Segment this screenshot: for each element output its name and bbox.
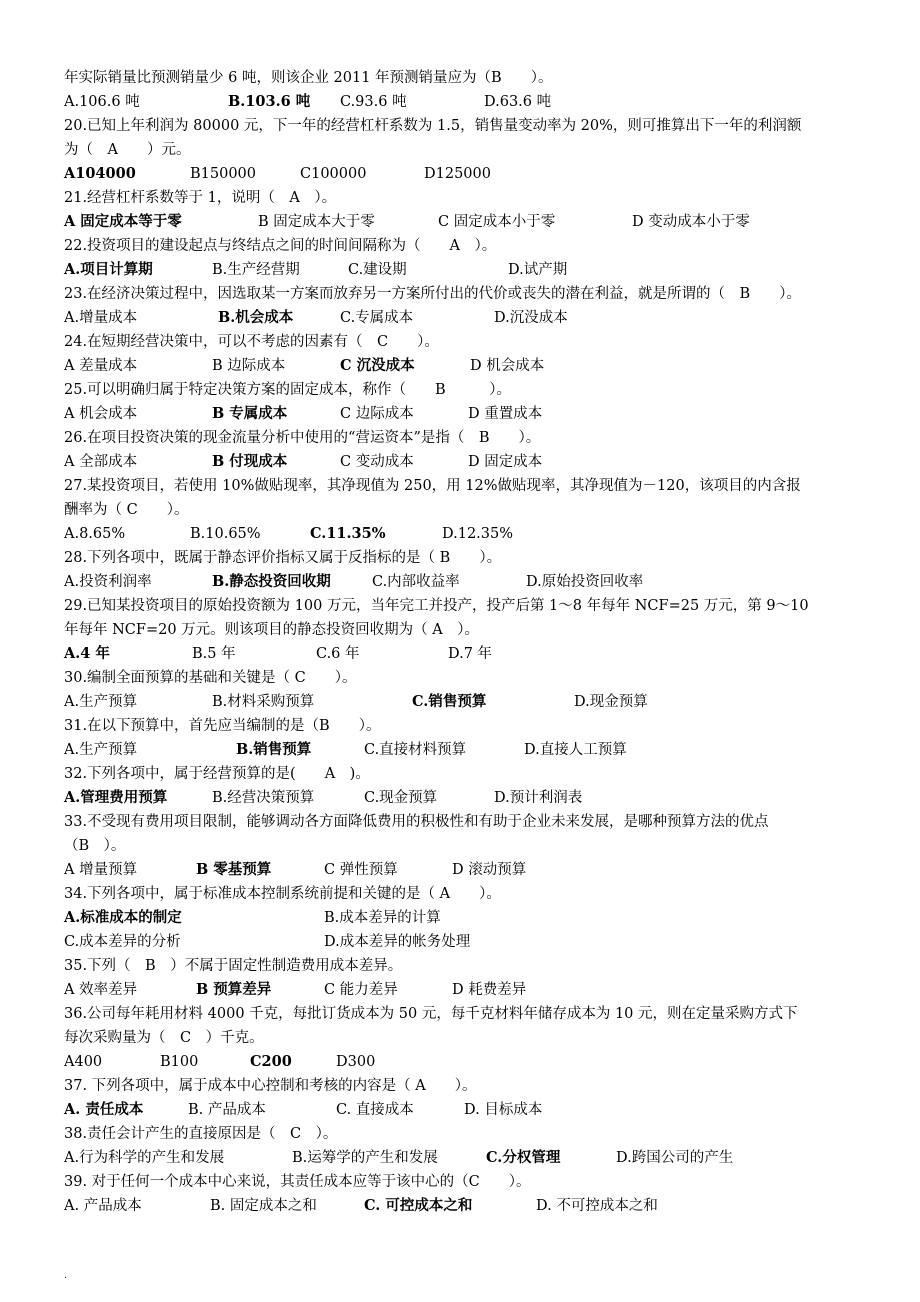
option: B150000 xyxy=(190,166,257,182)
option: B.成本差异的计算 xyxy=(324,910,441,926)
question-line: 年实际销量比预测销量少 6 吨，则该企业 2011 年预测销量应为（B ）。 xyxy=(64,70,553,86)
question-text xyxy=(0,66,920,90)
footer-mark: . xyxy=(64,1270,68,1281)
option-row xyxy=(0,162,920,186)
question-line: 27.某投资项目，若使用 10%做贴现率，其净现值为 250，用 12%做贴现率，其净现值为－120，该项目的内含报 xyxy=(64,478,801,494)
option: C.专属成本 xyxy=(340,310,414,326)
question-text xyxy=(0,546,920,570)
option: D 滚动预算 xyxy=(452,862,527,878)
option-row xyxy=(0,210,920,234)
option: C.6 年 xyxy=(316,646,360,662)
question-line: 34.下列各项中，属于标准成本控制系统前提和关键的是（ A ）。 xyxy=(64,886,501,902)
option-row xyxy=(0,354,920,378)
option-row xyxy=(0,858,920,882)
question-line: 26.在项目投资决策的现金流量分析中使用的“营运资本”是指（ B ）。 xyxy=(64,430,541,446)
question-line: 每次采购量为（ C ）千克。 xyxy=(64,1030,264,1046)
question-text xyxy=(0,234,920,258)
option: D.原始投资回收率 xyxy=(526,574,644,590)
option-correct: C200 xyxy=(250,1053,292,1070)
option: D. 不可控成本之和 xyxy=(536,1198,658,1214)
option-row xyxy=(0,1050,920,1074)
option: D.沉没成本 xyxy=(494,310,568,326)
option-row xyxy=(0,90,920,114)
question-line: 酬率为（ C ）。 xyxy=(64,502,189,518)
option-correct: B 零基预算 xyxy=(196,861,272,878)
option: D.直接人工预算 xyxy=(524,742,627,758)
option: C. 直接成本 xyxy=(336,1102,414,1118)
option-correct: B 预算差异 xyxy=(196,981,272,998)
option: B100 xyxy=(160,1054,199,1070)
option: D125000 xyxy=(424,166,491,182)
question-line: 35.下列（ B ）不属于固定性制造费用成本差异。 xyxy=(64,958,403,974)
question-text xyxy=(0,498,920,522)
question-text xyxy=(0,1074,920,1098)
question-text xyxy=(0,882,920,906)
option: A.生产预算 xyxy=(64,694,138,710)
option: D.现金预算 xyxy=(574,694,648,710)
option-row xyxy=(0,738,920,762)
option: D.63.6 吨 xyxy=(484,94,552,110)
question-text xyxy=(0,714,920,738)
option-correct: A.管理费用预算 xyxy=(64,789,168,806)
question-line: 39. 对于任何一个成本中心来说，其责任成本应等于该中心的（C ）。 xyxy=(64,1174,531,1190)
option-correct: C.分权管理 xyxy=(486,1149,561,1166)
option-correct: C.11.35% xyxy=(310,525,386,542)
question-text xyxy=(0,1026,920,1050)
question-text xyxy=(0,186,920,210)
question-text xyxy=(0,426,920,450)
option: B 边际成本 xyxy=(212,358,286,374)
option-correct: B.机会成本 xyxy=(218,309,294,326)
option: B. 产品成本 xyxy=(188,1102,266,1118)
option-correct: A104000 xyxy=(64,165,136,182)
option-row xyxy=(0,930,920,954)
option: C.直接材料预算 xyxy=(364,742,467,758)
question-line: 21.经营杠杆系数等于 1，说明（ A ）。 xyxy=(64,190,337,206)
question-line: 38.责任会计产生的直接原因是（ C ）。 xyxy=(64,1126,338,1142)
option-correct: A.标准成本的制定 xyxy=(64,909,182,926)
option-correct: C 沉没成本 xyxy=(340,357,415,374)
question-text xyxy=(0,1122,920,1146)
question-line: 28.下列各项中，既属于静态评价指标又属于反指标的是（ B ）。 xyxy=(64,550,502,566)
option-correct: C. 可控成本之和 xyxy=(364,1197,473,1214)
option: A.增量成本 xyxy=(64,310,138,326)
question-line: 20.已知上年利润为 80000 元，下一年的经营杠杆系数为 1.5，销售量变动率为 20%，则可推算出下一年的利润额 xyxy=(64,118,802,134)
option: A 机会成本 xyxy=(64,406,138,422)
option: B 固定成本大于零 xyxy=(258,214,375,230)
option: C 弹性预算 xyxy=(324,862,398,878)
option: D.预计利润表 xyxy=(494,790,583,806)
question-line: 22.投资项目的建设起点与终结点之间的时间间隔称为（ A ）。 xyxy=(64,238,497,254)
option: C100000 xyxy=(300,166,367,182)
question-line: 24.在短期经营决策中，可以不考虑的因素有（ C ）。 xyxy=(64,334,439,350)
question-text xyxy=(0,138,920,162)
option-correct: C.销售预算 xyxy=(412,693,487,710)
question-text xyxy=(0,618,920,642)
option: B.5 年 xyxy=(192,646,236,662)
option-row xyxy=(0,522,920,546)
option: D. 目标成本 xyxy=(464,1102,543,1118)
question-text xyxy=(0,666,920,690)
option: C.内部收益率 xyxy=(372,574,460,590)
option: A 增量预算 xyxy=(64,862,138,878)
question-line: 32.下列各项中，属于经营预算的是( A )。 xyxy=(64,766,370,782)
question-text xyxy=(0,378,920,402)
option: D.跨国公司的产生 xyxy=(616,1150,734,1166)
question-text xyxy=(0,1002,920,1026)
option: A.106.6 吨 xyxy=(64,94,140,110)
option-row xyxy=(0,1098,920,1122)
option-row xyxy=(0,402,920,426)
question-text xyxy=(0,114,920,138)
question-text xyxy=(0,330,920,354)
option-correct: B.静态投资回收期 xyxy=(212,573,331,590)
option-row xyxy=(0,906,920,930)
option: A.行为科学的产生和发展 xyxy=(64,1150,225,1166)
option-row xyxy=(0,786,920,810)
option-correct: A.项目计算期 xyxy=(64,261,153,278)
option: D 机会成本 xyxy=(470,358,545,374)
question-line: 33.不受现有费用项目限制，能够调动各方面降低费用的积极性和有助于企业未来发展，是哪种预算方法的优点 xyxy=(64,814,769,830)
option: C 固定成本小于零 xyxy=(438,214,556,230)
option: A 全部成本 xyxy=(64,454,138,470)
option: D 重置成本 xyxy=(468,406,543,422)
option: C.现金预算 xyxy=(364,790,438,806)
question-line: 为（ A ）元。 xyxy=(64,142,191,158)
option: C.建设期 xyxy=(348,262,407,278)
option: D.成本差异的帐务处理 xyxy=(324,934,471,950)
option: D 变动成本小于零 xyxy=(632,214,750,230)
option-correct: A 固定成本等于零 xyxy=(64,213,182,230)
question-text xyxy=(0,762,920,786)
option-row xyxy=(0,1194,920,1218)
option-correct: A. 责任成本 xyxy=(64,1101,144,1118)
option: B.运筹学的产生和发展 xyxy=(292,1150,438,1166)
option-correct: B 专属成本 xyxy=(212,405,288,422)
option: C 能力差异 xyxy=(324,982,398,998)
option-row xyxy=(0,1146,920,1170)
option: D 固定成本 xyxy=(468,454,543,470)
question-line: 37. 下列各项中，属于成本中心控制和考核的内容是（ A ）。 xyxy=(64,1078,477,1094)
question-text xyxy=(0,810,920,834)
question-text xyxy=(0,474,920,498)
question-line: 36.公司每年耗用材料 4000 千克，每批订货成本为 50 元，每千克材料年储存成本为 10 元，则在定量采购方式下 xyxy=(64,1006,798,1022)
question-text xyxy=(0,282,920,306)
option: D.试产期 xyxy=(508,262,568,278)
question-text xyxy=(0,1170,920,1194)
option: D.7 年 xyxy=(448,646,493,662)
option-row xyxy=(0,450,920,474)
question-line: （B ）。 xyxy=(64,838,126,854)
option: B. 固定成本之和 xyxy=(210,1198,317,1214)
question-line: 31.在以下预算中，首先应当编制的是（B ）。 xyxy=(64,718,381,734)
option: B.生产经营期 xyxy=(212,262,300,278)
option-row xyxy=(0,570,920,594)
question-line: 25.可以明确归属于特定决策方案的固定成本，称作（ B ）。 xyxy=(64,382,511,398)
question-line: 23.在经济决策过程中，因选取某一方案而放弃另一方案所付出的代价或丧失的潜在利益，就是所谓的（ B ）。 xyxy=(64,286,801,302)
option: A 差量成本 xyxy=(64,358,138,374)
option: A. 产品成本 xyxy=(64,1198,142,1214)
option-row xyxy=(0,978,920,1002)
option: B.材料采购预算 xyxy=(212,694,315,710)
question-text xyxy=(0,594,920,618)
option-correct: B 付现成本 xyxy=(212,453,288,470)
option: D.12.35% xyxy=(442,526,514,542)
option: C 边际成本 xyxy=(340,406,414,422)
option-correct: A.4 年 xyxy=(64,645,110,662)
option: B.10.65% xyxy=(190,526,261,542)
question-line: 30.编制全面预算的基础和关键是（ C ）。 xyxy=(64,670,357,686)
option: A.投资利润率 xyxy=(64,574,152,590)
option: A400 xyxy=(64,1054,103,1070)
option: D300 xyxy=(336,1054,376,1070)
option-row xyxy=(0,306,920,330)
option-row xyxy=(0,642,920,666)
option: C 变动成本 xyxy=(340,454,414,470)
option: A.生产预算 xyxy=(64,742,138,758)
option: C.成本差异的分析 xyxy=(64,934,181,950)
option: A 效率差异 xyxy=(64,982,138,998)
question-text xyxy=(0,954,920,978)
option-row xyxy=(0,690,920,714)
option-row xyxy=(0,258,920,282)
question-line: 29.已知某投资项目的原始投资额为 100 万元，当年完工并投产，投产后第 1～8 年每年 NCF=25 万元，第 9～10 xyxy=(64,598,809,614)
question-text xyxy=(0,834,920,858)
option-correct: B.103.6 吨 xyxy=(228,93,311,110)
option: D 耗费差异 xyxy=(452,982,527,998)
question-line: 年每年 NCF=20 万元。则该项目的静态投资回收期为（ A ）。 xyxy=(64,622,479,638)
option: C.93.6 吨 xyxy=(340,94,407,110)
option-correct: B.销售预算 xyxy=(236,741,312,758)
option: A.8.65% xyxy=(64,526,126,542)
option: B.经营决策预算 xyxy=(212,790,315,806)
